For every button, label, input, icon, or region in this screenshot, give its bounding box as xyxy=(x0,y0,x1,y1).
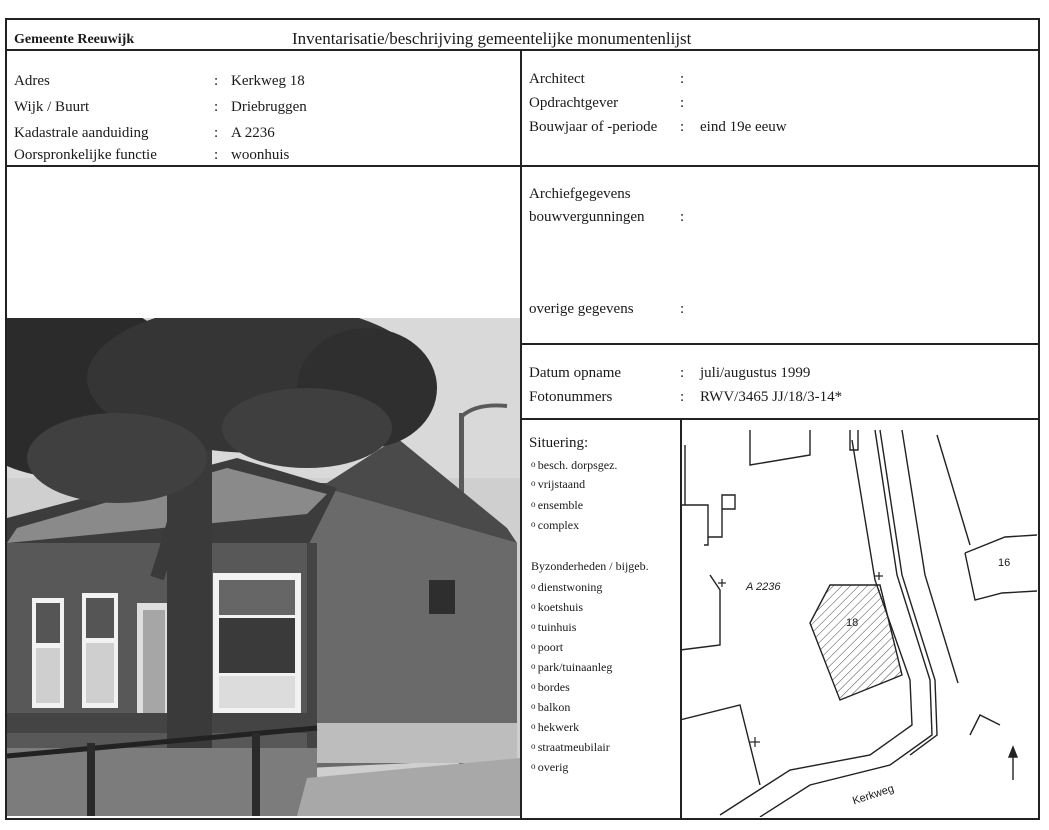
colon: : xyxy=(680,365,685,381)
list-item: o dienstwoning xyxy=(531,578,602,596)
list-item: o hekwerk xyxy=(531,718,579,736)
divider xyxy=(520,343,1040,345)
list-item: o ensemble xyxy=(531,496,583,514)
colon: : xyxy=(214,125,219,141)
divider xyxy=(520,49,522,820)
cadastral-value: A 2236 xyxy=(231,125,275,141)
list-item: o balkon xyxy=(531,698,570,716)
list-item: o vrijstaand xyxy=(531,475,585,493)
colon: : xyxy=(214,99,219,115)
cadastral-label: Kadastrale aanduiding xyxy=(14,125,149,141)
page-title: Inventarisatie/beschrijving gemeentelijke monumentenlijst xyxy=(292,29,692,48)
colon: : xyxy=(214,147,219,163)
list-item: o straatmeubilair xyxy=(531,738,610,756)
other-data-label: overige gegevens xyxy=(529,301,634,317)
colon: : xyxy=(680,119,685,135)
map-parcel-label: A 2236 xyxy=(746,581,781,593)
survey-date-label: Datum opname xyxy=(529,365,622,381)
situering-heading: Situering: xyxy=(529,435,589,451)
archive-heading: Archiefgegevens xyxy=(529,186,631,202)
colon: : xyxy=(680,71,685,87)
map-neighbour-number: 16 xyxy=(998,557,1011,569)
colon: : xyxy=(680,95,685,111)
map-street-label: Kerkweg xyxy=(851,782,896,808)
address-label: Adres xyxy=(14,73,50,89)
survey-date-value: juli/augustus 1999 xyxy=(700,365,811,381)
house-photo xyxy=(7,318,520,816)
list-item: o koetshuis xyxy=(531,598,583,616)
colon: : xyxy=(680,389,685,405)
colon: : xyxy=(680,209,685,225)
colon: : xyxy=(214,73,219,89)
architect-label: Architect xyxy=(529,71,585,87)
cadastral-map xyxy=(680,425,1037,817)
list-item: o park/tuinaanleg xyxy=(531,658,612,676)
divider xyxy=(520,418,1040,420)
municipality-name: Gemeente Reeuwijk xyxy=(14,32,135,47)
list-item: o tuinhuis xyxy=(531,618,576,636)
details-heading: Byzonderheden / bijgeb. xyxy=(531,559,649,573)
list-item: o besch. dorpsgez. xyxy=(531,456,617,474)
construction-period-label: Bouwjaar of -periode xyxy=(529,119,658,135)
address-value: Kerkweg 18 xyxy=(231,73,305,89)
colon: : xyxy=(680,301,685,317)
photo-numbers-label: Fotonummers xyxy=(529,389,613,405)
function-label: Oorspronkelijke functie xyxy=(14,147,157,163)
construction-period-value: eind 19e eeuw xyxy=(700,119,787,135)
list-item: o poort xyxy=(531,638,563,656)
list-item: o bordes xyxy=(531,678,570,696)
list-item: o overig xyxy=(531,758,568,776)
client-label: Opdrachtgever xyxy=(529,95,619,111)
function-value: woonhuis xyxy=(231,147,290,163)
district-value: Driebruggen xyxy=(231,99,307,115)
district-label: Wijk / Buurt xyxy=(14,99,90,115)
map-house-number: 18 xyxy=(846,617,859,629)
photo-numbers-value: RWV/3465 JJ/18/3-14* xyxy=(700,389,843,405)
permits-label: bouwvergunningen xyxy=(529,209,645,225)
list-item: o complex xyxy=(531,516,579,534)
divider xyxy=(5,165,1040,167)
